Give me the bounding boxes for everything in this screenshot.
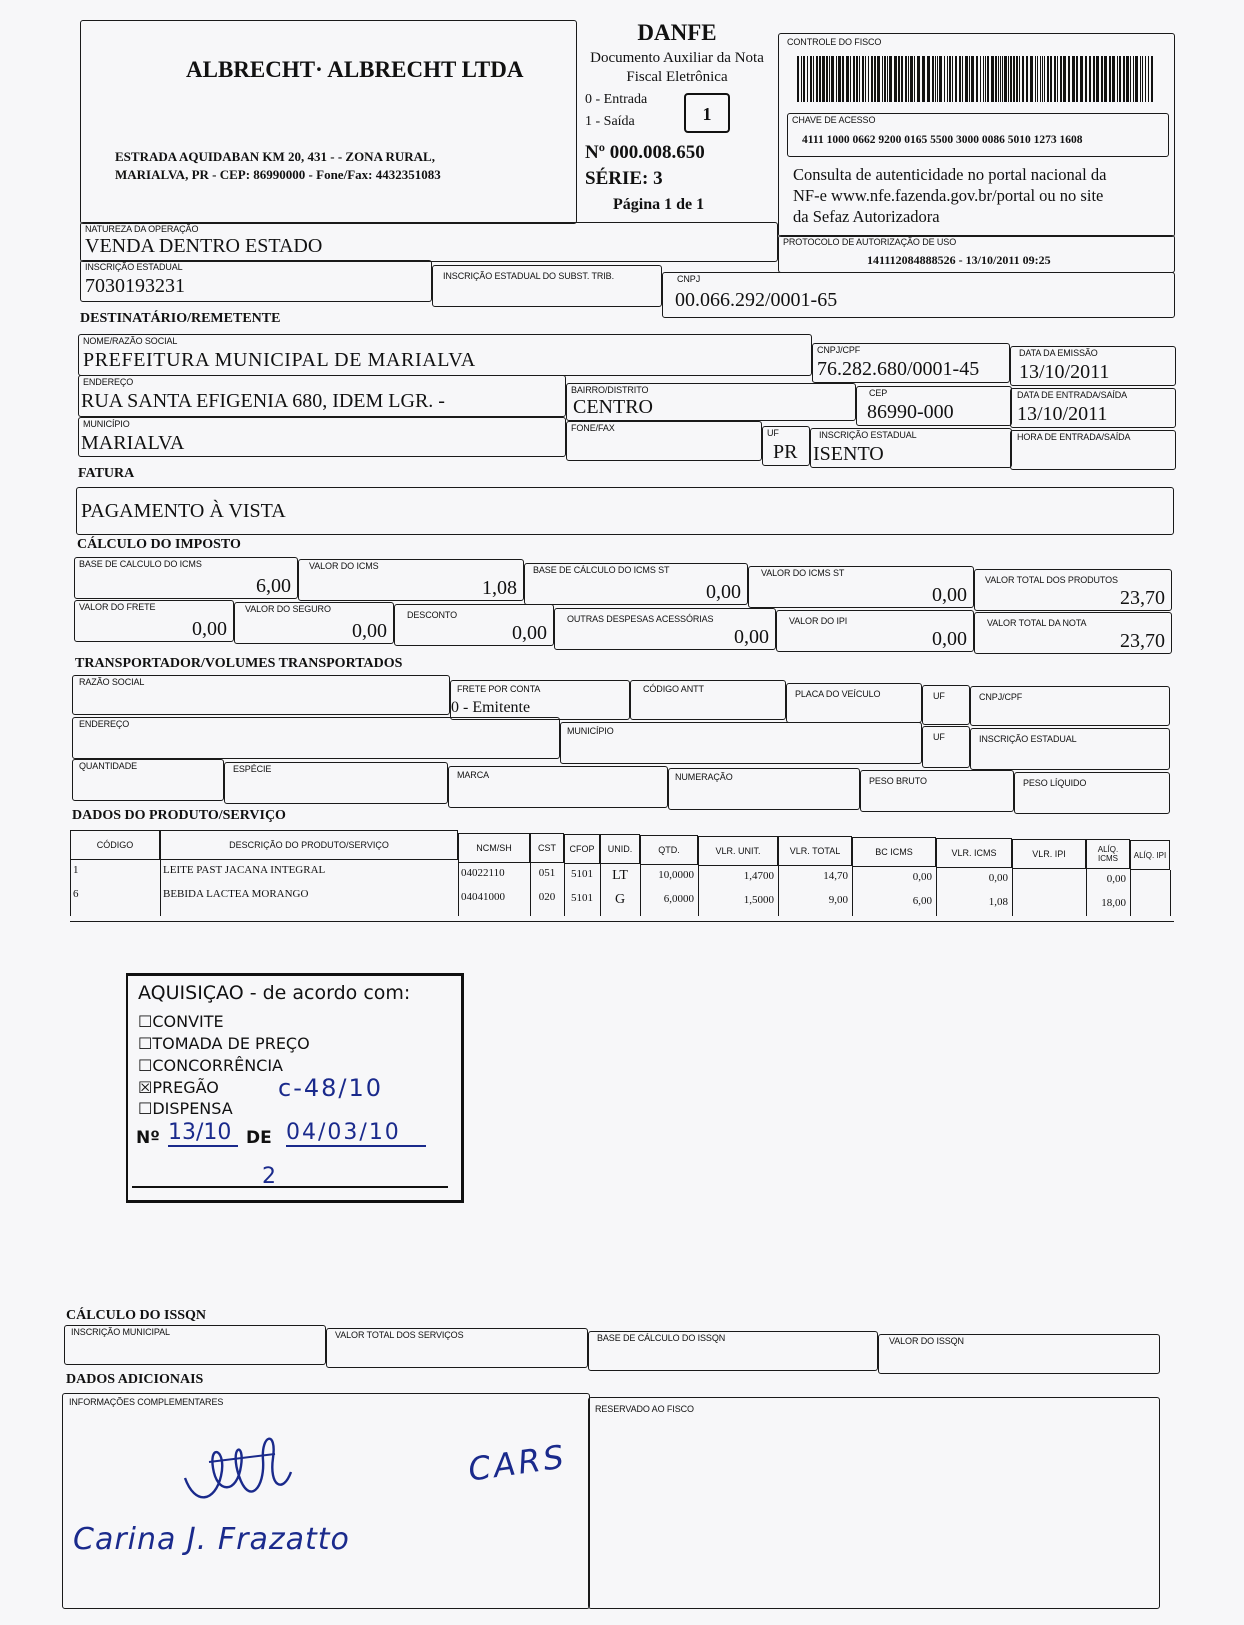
transporte-section-title: TRANSPORTADOR/VOLUMES TRANSPORTADOS xyxy=(75,656,403,671)
column-divider xyxy=(160,860,161,916)
danfe-subtitle-2: Fiscal Eletrônica xyxy=(626,69,728,85)
valor-st-value: 0,00 xyxy=(932,584,967,606)
transp-cnpj-label: CNPJ/CPF xyxy=(979,692,1023,702)
transp-razao-label: RAZÃO SOCIAL xyxy=(79,677,145,687)
stamp-option-convite-label: CONVITE xyxy=(152,1012,224,1031)
destinatario-section-title: DESTINATÁRIO/REMETENTE xyxy=(80,311,281,326)
danfe-pagina: Página 1 de 1 xyxy=(613,196,705,213)
column-divider xyxy=(458,863,459,916)
reservado-fisco-label: RESERVADO AO FISCO xyxy=(595,1404,694,1414)
outras-value: 0,00 xyxy=(734,626,769,648)
natureza-value: VENDA DENTRO ESTADO xyxy=(85,235,323,257)
issqn-im-label: INSCRIÇÃO MUNICIPAL xyxy=(71,1327,170,1337)
product-row-1-col-vlr-unit: 1,4700 xyxy=(743,870,774,882)
consulta-line-1: Consulta de autenticidade no portal nacional da xyxy=(793,165,1107,184)
product-row-1-col-cst: 051 xyxy=(538,867,556,879)
col-cfop-header: CFOP xyxy=(564,834,600,864)
desconto-value: 0,00 xyxy=(512,622,547,644)
transp-numeracao-label: NUMERAÇÃO xyxy=(675,772,733,782)
signature-scribble xyxy=(179,1424,299,1516)
transp-ie-label: INSCRIÇÃO ESTADUAL xyxy=(979,734,1077,744)
issqn-section-title: CÁLCULO DO ISSQN xyxy=(66,1308,207,1323)
product-row-2-col-vlr-icms: 1,08 xyxy=(988,896,1008,908)
column-divider xyxy=(70,860,71,916)
danfe-serie: SÉRIE: 3 xyxy=(585,168,663,189)
total-nota-label: VALOR TOTAL DA NOTA xyxy=(987,618,1087,628)
stamp-numero: 13/10 xyxy=(168,1120,238,1147)
controle-fisco-label: CONTROLE DO FISCO xyxy=(787,37,882,47)
col-vlr-icms-header: VLR. ICMS xyxy=(936,838,1012,868)
signature-initials: CARS xyxy=(465,1437,569,1489)
stamp-option-dispensa xyxy=(138,1099,233,1118)
consulta-line-3: da Sefaz Autorizadora xyxy=(793,207,940,226)
product-row-2-col-codigo: 6 xyxy=(73,888,79,900)
dest-nome-value: PREFEITURA MUNICIPAL DE MARIALVA xyxy=(83,349,476,371)
product-row-1-col-codigo: 1 xyxy=(73,864,79,876)
dest-bairro-value: CENTRO xyxy=(573,396,653,418)
valor-icms-label: VALOR DO ICMS xyxy=(309,561,379,571)
ipi-label: VALOR DO IPI xyxy=(789,616,848,626)
col-aliq-icms-header: ALÍQ. ICMS xyxy=(1086,839,1130,869)
issqn-servicos-box xyxy=(326,1328,588,1368)
product-row-1-col-bc-icms: 0,00 xyxy=(912,871,932,883)
stamp-de: DE xyxy=(246,1128,272,1148)
transp-placa-label: PLACA DO VEÍCULO xyxy=(795,689,881,699)
reservado-fisco-box xyxy=(588,1397,1160,1609)
checkbox-icon: ☐ xyxy=(138,1099,153,1118)
issuer-name: ALBRECHT· ALBRECHT LTDA xyxy=(186,57,524,82)
product-row-2-col-unid: G xyxy=(614,892,626,907)
stamp-option-pregao-label: PREGÃO xyxy=(152,1078,219,1097)
consulta-line-2: NF-e www.nfe.fazenda.gov.br/portal ou no site xyxy=(793,186,1104,205)
dest-ie-label: INSCRIÇÃO ESTADUAL xyxy=(819,430,917,440)
dest-fone-label: FONE/FAX xyxy=(571,423,615,433)
checkbox-icon: ☐ xyxy=(138,1056,153,1075)
product-row-2-col-cst: 020 xyxy=(538,891,556,903)
col-ncm-header: NCM/SH xyxy=(458,833,530,863)
imposto-section-title: CÁLCULO DO IMPOSTO xyxy=(77,537,241,552)
stamp-data: 04/03/10 xyxy=(286,1120,426,1147)
danfe-entrada: 0 - Entrada xyxy=(585,92,648,107)
stamp-option-tomada xyxy=(138,1034,310,1053)
signature-name: Carina J. Frazatto xyxy=(73,1522,350,1557)
seguro-value: 0,00 xyxy=(352,620,387,642)
column-divider xyxy=(1170,870,1171,916)
transp-municipio-label: MUNICÍPIO xyxy=(567,726,614,736)
chave-acesso-label: CHAVE DE ACESSO xyxy=(792,115,876,125)
stamp-option-pregao xyxy=(138,1078,219,1097)
col-unid-header: UNID. xyxy=(600,834,640,864)
info-complementares-label: INFORMAÇÕES COMPLEMENTARES xyxy=(69,1397,224,1407)
dest-nome-label: NOME/RAZÃO SOCIAL xyxy=(83,336,178,346)
product-row-2-col-descricao: BEBIDA LACTEA MORANGO xyxy=(163,888,309,900)
protocolo-value: 141112084888526 - 13/10/2011 09:25 xyxy=(867,253,1051,267)
fatura-section-title: FATURA xyxy=(78,466,135,481)
transp-especie-label: ESPÉCIE xyxy=(233,764,272,774)
cnpj-value: 00.066.292/0001-65 xyxy=(675,289,838,311)
produtos-section-title: DADOS DO PRODUTO/SERVIÇO xyxy=(72,808,286,823)
seguro-label: VALOR DO SEGURO xyxy=(245,604,331,614)
ie-label: INSCRIÇÃO ESTADUAL xyxy=(85,262,183,272)
col-aliq-ipi-header: ALÍQ. IPI xyxy=(1130,840,1170,870)
checkbox-icon: ☐ xyxy=(138,1034,153,1053)
col-vlr-unit-header: VLR. UNIT. xyxy=(698,836,778,866)
col-bc-icms-header: BC ICMS xyxy=(852,837,936,867)
dest-endereco-label: ENDEREÇO xyxy=(83,377,134,387)
issqn-base-label: BASE DE CÁLCULO DO ISSQN xyxy=(597,1333,726,1343)
stamp-option-tomada-label: TOMADA DE PREÇO xyxy=(152,1034,310,1053)
dest-emissao-label: DATA DA EMISSÃO xyxy=(1019,348,1098,358)
product-row-1-col-unid: LT xyxy=(612,868,628,883)
issqn-valor-label: VALOR DO ISSQN xyxy=(889,1336,964,1346)
product-row-2-col-ncm: 04041000 xyxy=(461,891,505,903)
col-vlr-ipi-header: VLR. IPI xyxy=(1012,839,1086,869)
danfe-tipo-box: 1 xyxy=(684,93,730,133)
dest-entrada-value: 13/10/2011 xyxy=(1017,403,1108,425)
product-row-2-col-vlr-unit: 1,5000 xyxy=(743,894,774,906)
checked-checkbox-icon: ☒ xyxy=(138,1078,153,1097)
total-nota-value: 23,70 xyxy=(1120,630,1165,652)
stamp-handwritten-ref: c-48/10 xyxy=(278,1074,384,1102)
dest-entrada-label: DATA DE ENTRADA/SAÍDA xyxy=(1017,390,1128,400)
product-row-1-col-vlr-total: 14,70 xyxy=(823,870,848,882)
stamp-numero-prefix: Nº xyxy=(136,1128,160,1148)
ie-st-label: INSCRIÇÃO ESTADUAL DO SUBST. TRIB. xyxy=(443,271,614,281)
stamp-title: AQUISIÇAO - de acordo com: xyxy=(138,982,411,1004)
product-row-1-col-ncm: 04022110 xyxy=(461,867,505,879)
transp-frete-label: FRETE POR CONTA xyxy=(457,684,541,694)
transp-bruto-label: PESO BRUTO xyxy=(869,776,927,786)
chave-acesso: 4111 1000 0662 9200 0165 5500 3000 0086 5010 1273 1608 xyxy=(802,134,1083,146)
valor-icms-value: 1,08 xyxy=(482,577,517,599)
col-cst-header: CST xyxy=(530,833,564,863)
danfe-numero: Nº 000.008.650 xyxy=(585,142,705,163)
dest-cnpj-value: 76.282.680/0001-45 xyxy=(817,358,980,380)
product-row-1-col-descricao: LEITE PAST JACANA INTEGRAL xyxy=(163,864,326,876)
aquisicao-stamp xyxy=(126,973,464,1203)
dest-uf-label: UF xyxy=(767,428,779,438)
dest-bairro-label: BAIRRO/DISTRITO xyxy=(571,385,649,395)
dest-hora-label: HORA DE ENTRADA/SAÍDA xyxy=(1017,432,1131,442)
total-produtos-label: VALOR TOTAL DOS PRODUTOS xyxy=(985,575,1118,585)
transp-qtd-label: QUANTIDADE xyxy=(79,761,138,771)
issqn-valor-box xyxy=(878,1334,1160,1374)
product-row-2-col-bc-icms: 6,00 xyxy=(912,895,932,907)
cnpj-label: CNPJ xyxy=(677,274,701,284)
stamp-hand-mark: 2 xyxy=(262,1164,276,1189)
dest-ie-value: ISENTO xyxy=(813,443,884,465)
desconto-label: DESCONTO xyxy=(407,610,458,620)
base-icms-label: BASE DE CALCULO DO ICMS xyxy=(79,559,202,569)
column-divider xyxy=(1012,869,1013,916)
col-descricao-header: DESCRIÇÃO DO PRODUTO/SERVIÇO xyxy=(160,830,458,860)
col-vlr-total-header: VLR. TOTAL xyxy=(778,836,852,866)
product-row-1-col-vlr-icms: 0,00 xyxy=(988,872,1008,884)
ipi-value: 0,00 xyxy=(932,628,967,650)
issqn-servicos-label: VALOR TOTAL DOS SERVIÇOS xyxy=(335,1330,464,1340)
transp-uf-label: UF xyxy=(933,691,945,701)
dest-cnpj-label: CNPJ/CPF xyxy=(817,345,861,355)
total-produtos-value: 23,70 xyxy=(1120,587,1165,609)
dest-municipio-label: MUNICÍPIO xyxy=(83,419,130,429)
dest-endereco-value: RUA SANTA EFIGENIA 680, IDEM LGR. - xyxy=(81,390,445,412)
stamp-option-concorrencia xyxy=(138,1056,283,1075)
stamp-option-convite xyxy=(138,1012,224,1031)
transp-uf2-label: UF xyxy=(933,732,945,742)
transp-marca-label: MARCA xyxy=(457,770,490,780)
dest-uf-value: PR xyxy=(773,441,798,463)
col-codigo-header: CÓDIGO xyxy=(70,830,160,860)
valor-st-label: VALOR DO ICMS ST xyxy=(761,568,845,578)
ie-value: 7030193231 xyxy=(85,275,185,297)
dest-cep-value: 86990-000 xyxy=(867,401,954,423)
transp-endereco-label: ENDEREÇO xyxy=(79,719,130,729)
stamp-option-concorrencia-label: CONCORRÊNCIA xyxy=(152,1056,283,1075)
stamp-underline xyxy=(132,1186,448,1188)
product-row-1-col-aliq-icms: 0,00 xyxy=(1106,873,1126,885)
issqn-im-box xyxy=(64,1325,326,1365)
product-row-2-col-qtd: 6,0000 xyxy=(663,893,694,905)
checkbox-icon: ☐ xyxy=(138,1012,153,1031)
produtos-bottom-rule xyxy=(70,921,1174,922)
transp-antt-label: CÓDIGO ANTT xyxy=(643,684,704,694)
danfe-title: DANFE xyxy=(637,20,717,45)
product-row-2-col-vlr-total: 9,00 xyxy=(828,894,848,906)
natureza-label: NATUREZA DA OPERAÇÃO xyxy=(85,224,199,234)
transp-liquido-label: PESO LÍQUIDO xyxy=(1023,778,1087,788)
issuer-address-line2: MARIALVA, PR - CEP: 86990000 - Fone/Fax: 4432351083 xyxy=(115,167,441,182)
product-row-2-col-cfop: 5101 xyxy=(571,892,593,904)
fatura-value: PAGAMENTO À VISTA xyxy=(81,500,286,522)
info-complementares-box xyxy=(62,1393,590,1609)
outras-label: OUTRAS DESPESAS ACESSÓRIAS xyxy=(567,614,714,624)
product-row-2-col-aliq-icms: 18,00 xyxy=(1101,897,1126,909)
base-st-value: 0,00 xyxy=(706,581,741,603)
base-icms-value: 6,00 xyxy=(256,575,291,597)
base-st-label: BASE DE CÁLCULO DO ICMS ST xyxy=(533,565,670,575)
transp-frete-value: 0 - Emitente xyxy=(451,699,531,716)
dest-municipio-value: MARIALVA xyxy=(81,432,185,454)
dest-emissao-value: 13/10/2011 xyxy=(1019,361,1110,383)
adicionais-section-title: DADOS ADICIONAIS xyxy=(66,1372,204,1387)
frete-label: VALOR DO FRETE xyxy=(79,602,156,612)
danfe-saida: 1 - Saída xyxy=(585,114,635,129)
issqn-base-box xyxy=(588,1331,878,1371)
column-divider xyxy=(1130,870,1131,916)
col-qtd-header: QTD. xyxy=(640,835,698,865)
stamp-option-dispensa-label: DISPENSA xyxy=(152,1099,233,1118)
frete-value: 0,00 xyxy=(192,618,227,640)
product-row-1-col-cfop: 5101 xyxy=(571,868,593,880)
dest-cep-label: CEP xyxy=(869,388,888,398)
issuer-address-line1: ESTRADA AQUIDABAN KM 20, 431 - - ZONA RURAL, xyxy=(115,149,435,164)
protocolo-label: PROTOCOLO DE AUTORIZAÇÃO DE USO xyxy=(783,237,957,247)
product-row-1-col-qtd: 10,0000 xyxy=(658,869,694,881)
danfe-subtitle-1: Documento Auxiliar da Nota xyxy=(590,50,764,66)
